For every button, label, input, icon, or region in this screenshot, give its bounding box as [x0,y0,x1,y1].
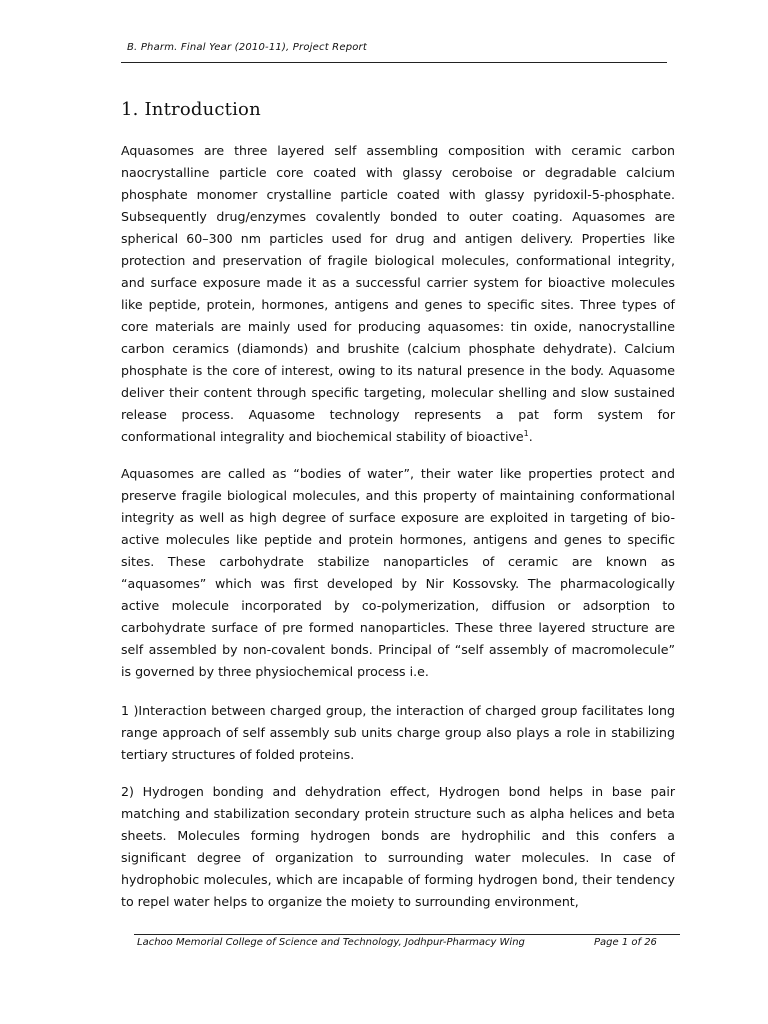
citation-ref: 1 [523,428,529,438]
paragraph-charged-group: 1 )Interaction between charged group, the interaction of charged group facilitates long range approach of self assembly sub units charge group also plays a role in stabilizing tertiary structures of folded proteins. [121,703,675,762]
paragraph-hydrogen-bonding: 2) Hydrogen bonding and dehydration effect, Hydrogen bond helps in base pair matching and stabilization secondary protein structure such as alpha helices and beta sheets. Molecules forming hydrogen bonds are hydrophilic and this confers a significant degree of organization to surrounding water molecules. In case of hydrophobic molecules, which are incapable of forming hydrogen bond, their tendency to repel water helps to organize the moiety to surrounding environment, [121,784,675,909]
paragraph-intro-text: Aquasomes are three layered self assembling composition with ceramic carbon naocrystalline particle core coated with glassy ceroboise or degradable calcium phosphate monomer crystalline particle coated with glassy pyridoxil-5-phosphate. Subsequently drug/enzymes covalently bonded to outer coating. Aquasomes are spherical 60–300 nm particles used for drug and antigen delivery. Properties like protection and preservation of fragile biological molecules, conformational integrity, and surface exposure made it as a successful carrier system for bioactive molecules like peptide, protein, hormones, antigens and genes to specific sites. Three types of core materials are mainly used for producing aquasomes: tin oxide, nanocrystalline carbon ceramics (diamonds) and brushite (calcium phosphate dehydrate). Calcium phosphate is the core of interest, owing to its natural presence in the body. Aquasome deliver their content through specific targeting, molecular shelling and slow sustained release process. Aquasome technology represents a pat form system for conformational integrality and biochemical stability of bioactive [121,143,675,444]
section-title: 1. Introduction [121,99,261,120]
paragraph-bodies-of-water: Aquasomes are called as “bodies of water”, their water like properties protect and preserve fragile biological molecules, and this property of maintaining conformational integrity as well as high degree of surface exposure are exploited in targeting of bio-active molecules like peptide and protein hormones, antigens and genes to specific sites. These carbohydrate stabilize nanoparticles of ceramic are known as “aquasomes” which was first developed by Nir Kossovsky. The pharmacologically active molecule incorporated by co-polymerization, diffusion or adsorption to carbohydrate surface of pre formed nanoparticles. These three layered structure are self assembled by non-covalent bonds. Principal of “self assembly of macromolecule” is governed by three physiochemical process i.e. [121,466,675,679]
footer-institution: Lachoo Memorial College of Science and Technology, Jodhpur-Pharmacy Wing [137,937,525,948]
paragraph-intro [121,140,675,448]
running-header: B. Pharm. Final Year (2010-11), Project Report [127,42,367,53]
footer-divider [134,934,680,935]
footer-page-number: Page 1 of 26 [594,937,657,948]
paragraph-intro-end: . [528,429,533,444]
header-divider [121,62,667,63]
